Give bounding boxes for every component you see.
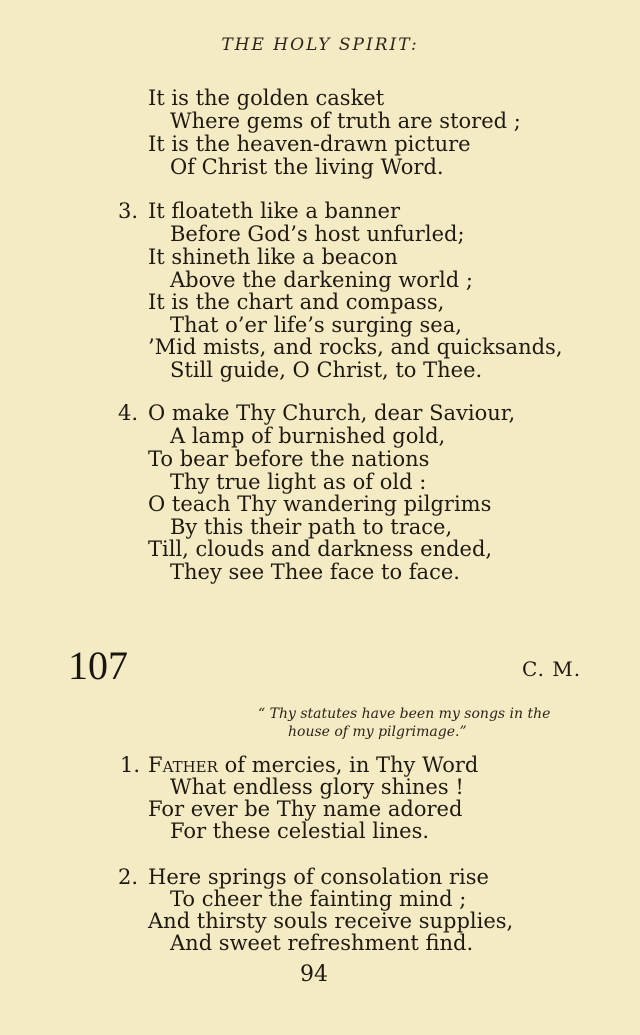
stanza-number: 1.	[120, 753, 141, 777]
verse-line: O teach Thy wandering pilgrims	[148, 492, 492, 516]
verse-line: ’Mid mists, and rocks, and quicksands,	[148, 335, 563, 359]
verse-line: Where gems of truth are stored ;	[170, 109, 521, 133]
verse-line: It is the heaven-drawn picture	[148, 132, 471, 156]
verse-line: To cheer the fainting mind ;	[170, 887, 467, 911]
verse-line: To bear before the nations	[148, 447, 430, 471]
epigraph-line: “ Thy statutes have been my songs in the	[258, 706, 551, 722]
verse-line: Here springs of consolation rise	[148, 865, 489, 889]
verse-line: What endless glory shines !	[170, 775, 464, 799]
verse-line: Before God’s host unfurled;	[170, 222, 465, 246]
stanza-number: 2.	[118, 865, 139, 889]
stanza-number: 4.	[118, 401, 139, 425]
verse-line: It is the chart and compass,	[148, 290, 445, 314]
hymn-number: 107	[68, 643, 128, 688]
page-number: 94	[300, 962, 328, 987]
verse-line: It is the golden casket	[148, 86, 385, 110]
running-head: THE HOLY SPIRIT:	[221, 35, 419, 55]
verse-line: Till, clouds and darkness ended,	[148, 537, 493, 561]
verse-line: Still guide, O Christ, to Thee.	[170, 358, 483, 382]
verse-line: O make Thy Church, dear Saviour,	[148, 401, 516, 425]
hymn-meter: C. M.	[522, 657, 582, 681]
verse-line: They see Thee face to face.	[170, 560, 460, 584]
epigraph-line: house of my pilgrimage.”	[288, 724, 467, 740]
verse-line	[148, 753, 478, 777]
verse-line: It shineth like a beacon	[148, 245, 398, 269]
verse-line: Of Christ the living Word.	[170, 155, 444, 179]
verse-line: A lamp of burnished gold,	[170, 424, 446, 448]
verse-line: And thirsty souls receive supplies,	[148, 909, 514, 933]
verse-line: And sweet refreshment find.	[170, 931, 474, 955]
verse-line: By this their path to trace,	[170, 515, 453, 539]
verse-line: Thy true light as of old :	[170, 470, 427, 494]
verse-line: That o’er life’s surging sea,	[170, 313, 462, 337]
first-word: Father	[148, 753, 218, 777]
stanza-number: 3.	[118, 199, 139, 223]
first-line-rest: of mercies, in Thy Word	[217, 753, 479, 777]
verse-line: For ever be Thy name adored	[148, 797, 463, 821]
verse-line: Above the darkening world ;	[170, 268, 473, 292]
verse-line: For these celestial lines.	[170, 819, 430, 843]
verse-line: It floateth like a banner	[148, 199, 401, 223]
